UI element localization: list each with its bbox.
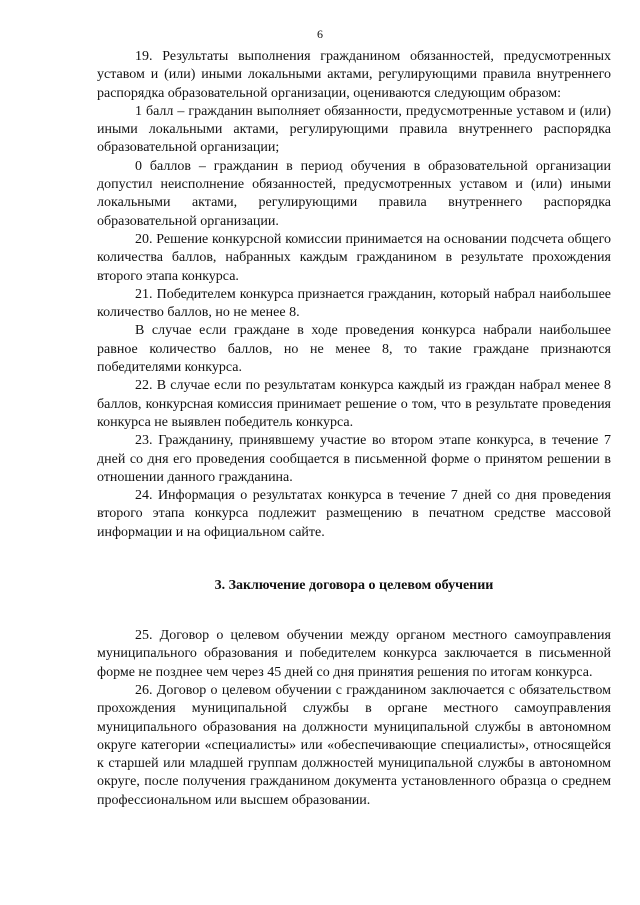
- section-title: 3. Заключение договора о целевом обучении: [214, 578, 494, 594]
- page-number: 6: [317, 27, 323, 41]
- paragraph-22: 22. В случае если по результатам конкурса каждый из граждан набрал менее 8 баллов, конкурсная комиссия принимает решение о том, что в результате проведения конкурса не выявлен победитель конкурса.: [97, 378, 611, 430]
- paragraph-19-score-0: 0 баллов – гражданин в период обучения в образовательной организации допустил неисполнение обязанностей, предусмотренных уставом и (или) иными локальными актами, регулирующими правила внутреннего распорядка образовательной организации.: [97, 158, 611, 229]
- paragraph-19-score-1: 1 балл – гражданин выполняет обязанности, предусмотренные уставом и (или) иными локальными актами, регулирующими правила внутреннего распорядка образовательной организации;: [97, 103, 611, 156]
- paragraph-21: 21. Победителем конкурса признается гражданин, который набрал наибольшее количество баллов, но не менее 8.: [97, 286, 611, 321]
- paragraph-19: 19. Результаты выполнения гражданином обязанностей, предусмотренных уставом и (или) иными локальными актами, регулирующими правила внутреннего распорядка образовательной организации, оцениваются следующим образом:: [97, 49, 611, 101]
- paragraph-24: 24. Информация о результатах конкурса в течение 7 дней со дня проведения второго этапа конкурса подлежит размещению в печатном средстве массовой информации и на официальном сайте.: [97, 488, 611, 540]
- paragraph-26: 26. Договор о целевом обучении с гражданином заключается с обязательством прохождения муниципальной службы в органе местного самоуправления муниципального образования на должности муниципальной службы в автономном округе категории «специалисты» или «обеспечивающие специалисты», относящейся к старшей или младшей группам должностей муниципальной службы в автономном округе, после получения гражданином документа установленного образца о среднем профессиональном или высшем образовании.: [97, 682, 611, 808]
- document-body: [97, 48, 611, 810]
- paragraph-25: 25. Договор о целевом обучении между органом местного самоуправления муниципального образования и победителем конкурса заключается в письменной форме не позднее чем через 45 дней со дня принятия решения по итогам конкурса.: [97, 628, 611, 680]
- paragraph-23: 23. Гражданину, принявшему участие во втором этапе конкурса, в течение 7 дней со дня его проведения сообщается в письменной форме о принятом решении в отношении данного гражданина.: [97, 433, 611, 485]
- paragraph-21-tie: В случае если граждане в ходе проведения конкурса набрали наибольшее равное количество баллов, но не менее 8, то такие граждане признаются победителями конкурса.: [97, 323, 611, 376]
- paragraph-20: 20. Решение конкурсной комиссии принимается на основании подсчета общего количества баллов, набранных каждым гражданином в результате прохождения второго этапа конкурса.: [97, 231, 611, 284]
